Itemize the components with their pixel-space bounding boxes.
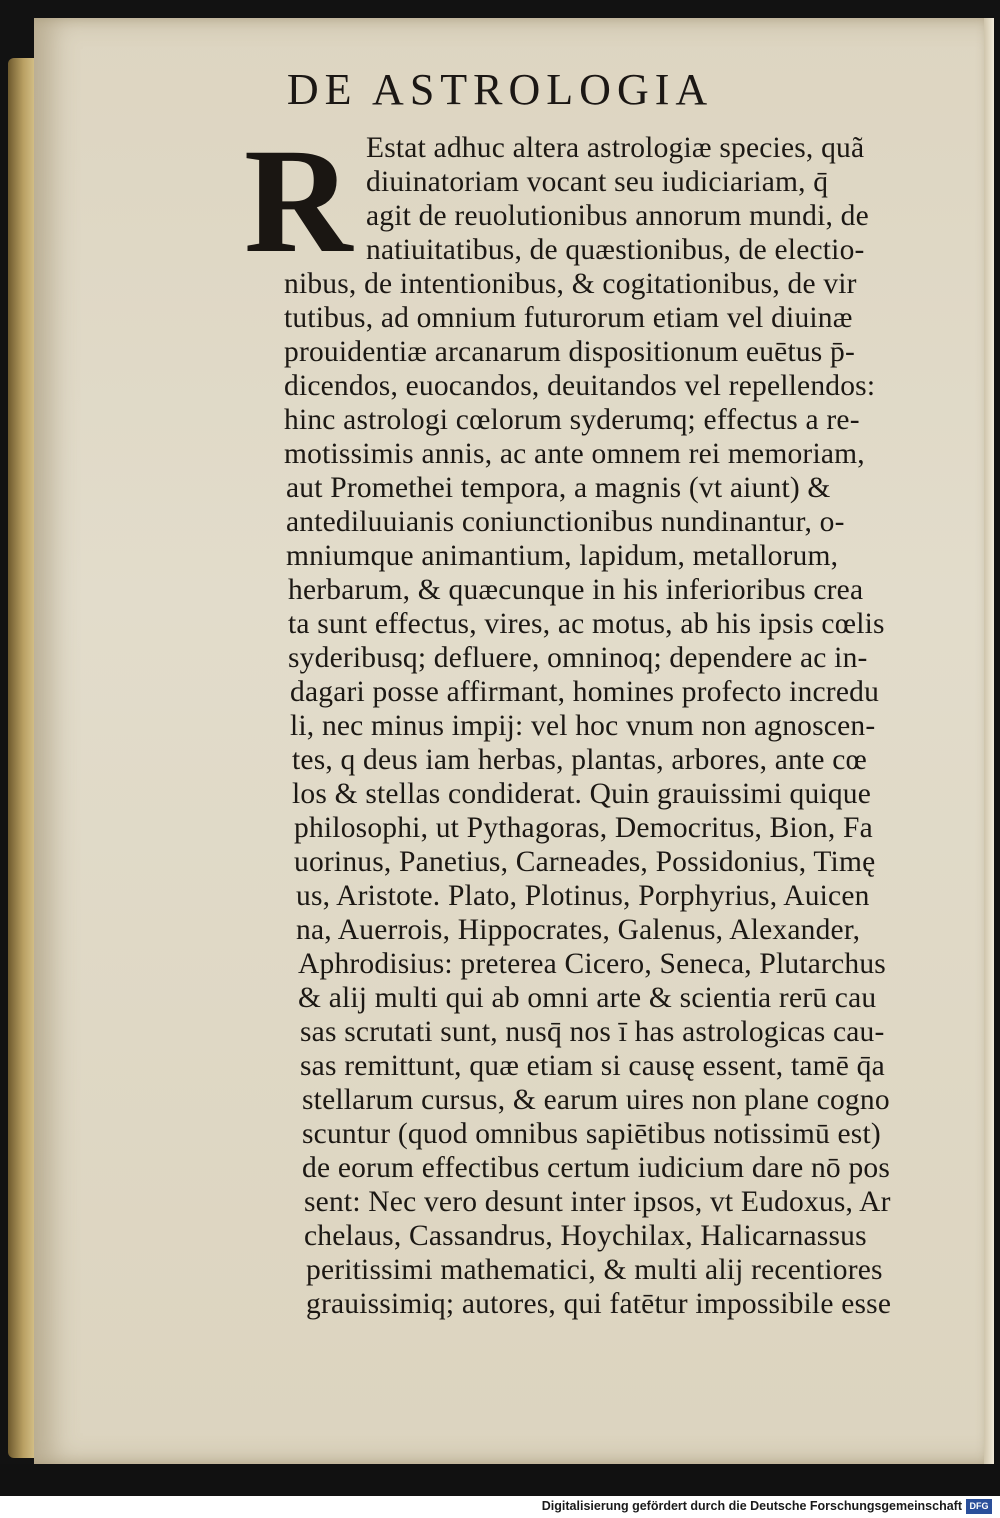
text-line: na, Auerrois, Hippocrates, Galenus, Alexander, xyxy=(296,914,861,946)
text-line: sas scrutati sunt, nusq̄ nos ī has astrologicas cau- xyxy=(300,1016,885,1048)
text-line: natiuitatibus, de quæstionibus, de electio- xyxy=(366,234,865,266)
text-line: & alij multi qui ab omni arte & scientia rerū cau xyxy=(298,982,877,1014)
funding-credit: Digitalisierung gefördert durch die Deutsche Forschungsgemeinschaft xyxy=(541,1499,962,1513)
text-line: los & stellas condiderat. Quin grauissimi quique xyxy=(292,778,872,810)
text-line: herbarum, & quæcunque in his inferioribus crea xyxy=(288,574,864,606)
digitization-footer xyxy=(0,1496,1000,1518)
text-line: scuntur (quod omnibus sapiētibus notissimū est) xyxy=(302,1118,881,1150)
text-line: nibus, de intentionibus, & cogitationibus, de vir xyxy=(284,268,857,300)
text-line: sas remittunt, quæ etiam si causę essent, tamē q̄a xyxy=(300,1050,885,1082)
text-line: stellarum cursus, & earum uires non plane cogno xyxy=(302,1084,890,1116)
text-line: philosophi, ut Pythagoras, Democritus, Bion, Fa xyxy=(294,812,873,844)
text-line: motissimis annis, ac ante omnem rei memoriam, xyxy=(284,438,865,470)
text-line: sent: Nec vero desunt inter ipsos, vt Eudoxus, Ar xyxy=(304,1186,891,1218)
text-line: syderibusq; defluere, omninoq; dependere ac in- xyxy=(288,642,868,674)
text-line: Aphrodisius: preterea Cicero, Seneca, Plutarchus xyxy=(298,948,886,980)
text-line: de eorum effectibus certum iudicium dare nō pos xyxy=(302,1152,891,1184)
text-line: agit de reuolutionibus annorum mundi, de xyxy=(366,200,869,232)
text-line: us, Aristote. Plato, Plotinus, Porphyrius, Auicen xyxy=(296,880,870,912)
text-line: tes, q deus iam herbas, plantas, arbores, ante cœ xyxy=(292,744,868,776)
book-edge-right xyxy=(984,18,994,1464)
text-line: uorinus, Panetius, Carneades, Possidonius, Timę xyxy=(294,846,876,878)
scan-background xyxy=(0,1464,1000,1496)
text-line: chelaus, Cassandrus, Hoychilax, Halicarnassus xyxy=(304,1220,867,1252)
text-line: dagari posse affirmant, homines profecto incredu xyxy=(290,676,880,708)
text-line: diuinatoriam vocant seu iudiciariam, q̄ xyxy=(366,166,829,198)
text-line: prouidentiæ arcanarum dispositionum euētus p̄- xyxy=(284,336,856,368)
text-line: Estat adhuc altera astrologiæ species, quã xyxy=(366,132,865,164)
text-line: aut Promethei tempora, a magnis (vt aiunt) & xyxy=(286,472,831,504)
running-head: DE ASTROLOGIA xyxy=(286,65,714,114)
text-line: hinc astrologi cœlorum syderumq; effectus a re- xyxy=(284,404,860,436)
text-line: dicendos, euocandos, deuitandos vel repellendos: xyxy=(284,370,876,402)
text-line: mniumque animantium, lapidum, metallorum, xyxy=(286,540,839,572)
text-line: li, nec minus impij: vel hoc vnum non agnoscen- xyxy=(290,710,876,742)
dfg-logo-icon: DFG xyxy=(966,1499,992,1514)
text-line: peritissimi mathematici, & multi alij recentiores xyxy=(306,1254,883,1286)
text-line: antediluuianis coniunctionibus nundinantur, o- xyxy=(286,506,845,538)
text-line: ta sunt effectus, vires, ac motus, ab his ipsis cœlis xyxy=(288,608,885,640)
drop-cap-initial: R xyxy=(244,118,353,284)
text-line: grauissimiq; autores, qui fatētur impossibile esse xyxy=(306,1288,892,1320)
text-line: tutibus, ad omnium futurorum etiam vel diuinæ xyxy=(284,302,853,334)
